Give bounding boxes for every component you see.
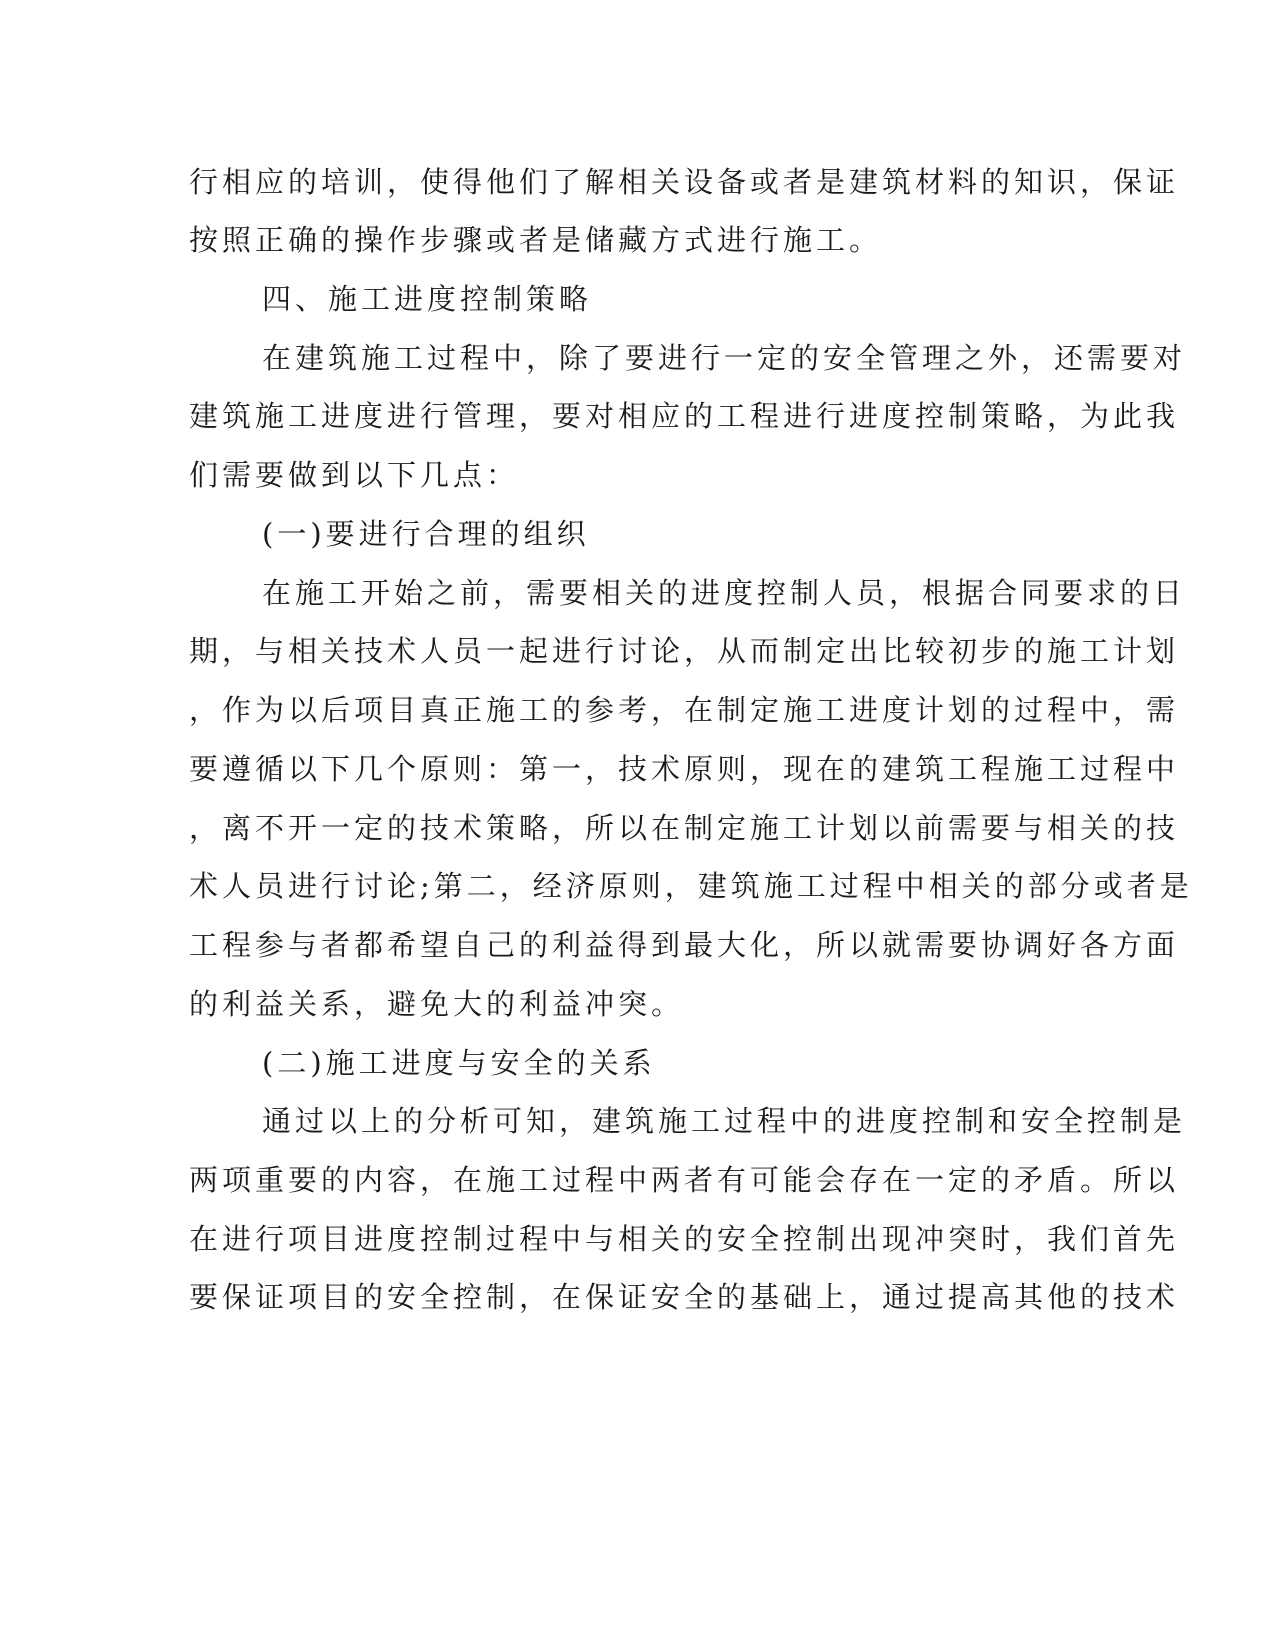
subsection-heading: (二)施工进度与安全的关系: [262, 1046, 656, 1080]
subsection-heading: (一)要进行合理的组织: [262, 517, 590, 551]
paragraph-first-line: 在建筑施工过程中，除了要进行一定的安全管理之外，还需要对: [262, 341, 1187, 375]
body-text-line: 术人员进行讨论;第二，经济原则，建筑施工过程中相关的部分或者是: [189, 869, 1193, 903]
body-text-line: 建筑施工进度进行管理，要对相应的工程进行进度控制策略，为此我: [189, 399, 1180, 433]
body-text-line: ，作为以后项目真正施工的参考，在制定施工进度计划的过程中，需: [189, 693, 1180, 727]
body-text-line: ，离不开一定的技术策略，所以在制定施工计划以前需要与相关的技: [189, 811, 1180, 845]
body-text-line: 要遵循以下几个原则：第一，技术原则，现在的建筑工程施工过程中: [189, 752, 1180, 786]
paragraph-first-line: 通过以上的分析可知，建筑施工过程中的进度控制和安全控制是: [262, 1104, 1187, 1138]
body-text-line: 行相应的培训，使得他们了解相关设备或者是建筑材料的知识，保证: [189, 165, 1180, 199]
paragraph-first-line: 在施工开始之前，需要相关的进度控制人员，根据合同要求的日: [262, 576, 1187, 610]
body-text-line: 工程参与者都希望自己的利益得到最大化，所以就需要协调好各方面: [189, 928, 1180, 962]
body-text-line: 的利益关系，避免大的利益冲突。: [189, 987, 685, 1021]
body-text-line: 两项重要的内容，在施工过程中两者有可能会存在一定的矛盾。所以: [189, 1163, 1180, 1197]
section-heading: 四、施工进度控制策略: [262, 282, 593, 316]
body-text-line: 要保证项目的安全控制，在保证安全的基础上，通过提高其他的技术: [189, 1280, 1180, 1314]
body-text-line: 在进行项目进度控制过程中与相关的安全控制出现冲突时，我们首先: [189, 1222, 1180, 1256]
body-text-line: 期，与相关技术人员一起进行讨论，从而制定出比较初步的施工计划: [189, 634, 1180, 668]
body-text-line: 们需要做到以下几点：: [189, 458, 520, 492]
body-text-line: 按照正确的操作步骤或者是储藏方式进行施工。: [189, 223, 883, 257]
